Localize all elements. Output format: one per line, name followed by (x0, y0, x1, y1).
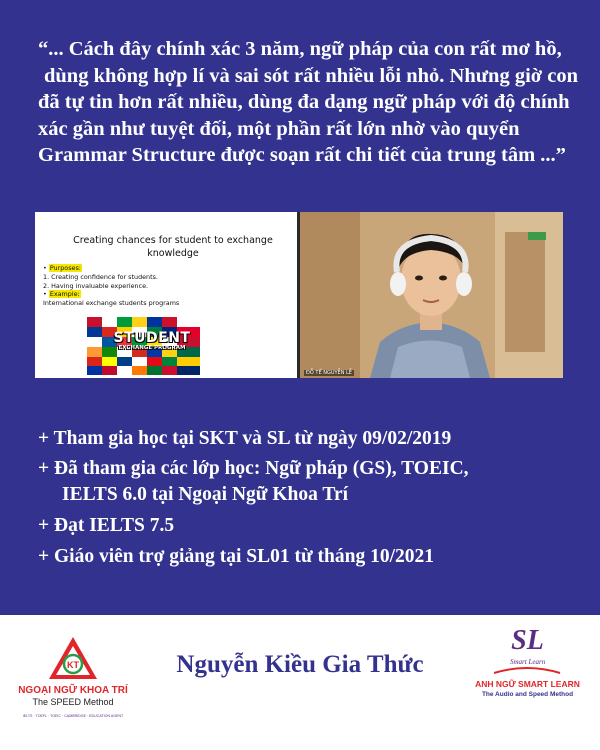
smart-learn-swoosh-icon (492, 663, 562, 677)
khoa-tri-letters: KT (67, 660, 79, 670)
quote-line: Grammar Structure được soạn rất chi tiết của trung tâm ...” (38, 144, 566, 166)
purpose-item: 2. Having invaluable experience. (43, 281, 149, 290)
khoa-tri-programs: IELTS · TOEFL · TOEIC · CAMBRIDGE · EDUCATION AGENT (22, 714, 124, 718)
khoa-tri-logo (18, 633, 128, 733)
info-item: + Đạt IELTS 7.5 (38, 515, 175, 536)
quote-line: dùng không hợp lí và sai sót rất nhiều lỗi nhỏ. Nhưng giờ con (44, 64, 579, 87)
quote-line: “... Cách đây chính xác 3 năm, ngữ pháp của con rất mơ hồ, (38, 38, 562, 60)
khoa-tri-emblem-icon (18, 633, 128, 685)
banner-main-text: STUDENT (113, 330, 191, 346)
banner-sub-text: EXCHANGE PROGRAM (118, 345, 186, 351)
testimonial-quote (38, 36, 578, 169)
purposes-label: Purposes: (49, 264, 81, 272)
smart-learn-logo (470, 625, 585, 735)
smart-learn-script: Smart Learn (510, 658, 546, 666)
slide-bullets: • Purposes: 1. Creating confidence for students. 2. Having invaluable experience. • Example: International exchange students programs (43, 264, 293, 308)
info-item: + Tham gia học tại SKT và SL từ ngày 09/02/2019 (38, 428, 452, 449)
info-item: + Giáo viên trợ giảng tại SL01 từ tháng 10/2021 (38, 546, 435, 567)
info-item: IELTS 6.0 tại Ngoại Ngữ Khoa Trí (62, 484, 349, 505)
video-call-screenshot (35, 212, 563, 378)
purpose-item: 1. Creating confidence for students. (43, 272, 158, 281)
footer (0, 615, 600, 750)
webcam-feed (300, 212, 563, 378)
smart-learn-name: ANH NGỮ SMART LEARN (475, 679, 580, 689)
student-portrait (300, 212, 563, 378)
banner-text (107, 331, 197, 352)
example-text: International exchange students programs (43, 299, 180, 308)
webcam-name-label: ĐỖ TẾ NGUYỄN LỄ (306, 370, 352, 376)
khoa-tri-name: NGOẠI NGỮ KHOA TRÍ (18, 685, 128, 696)
khoa-tri-subtitle: The SPEED Method (32, 697, 114, 707)
slide-title: Creating chances for student to exchange knowledge (73, 235, 273, 259)
quote-line: đã tự tin hơn rất nhiều, dùng đa dạng ngữ pháp với độ chính (38, 91, 570, 113)
student-name: Nguyễn Kiều Gia Thức (176, 651, 424, 678)
info-item: + Đã tham gia các lớp học: Ngữ pháp (GS), TOEIC, (38, 458, 469, 479)
smart-learn-tagline: The Audio and Speed Method (481, 691, 574, 698)
example-label: Example: (49, 290, 80, 299)
quote-line: xác gần như tuyệt đối, một phần rất lớn nhờ vào quyển (38, 117, 520, 140)
presentation-slide (35, 212, 297, 378)
smart-learn-letters: SL (511, 625, 544, 656)
flags-banner-image (87, 317, 200, 375)
